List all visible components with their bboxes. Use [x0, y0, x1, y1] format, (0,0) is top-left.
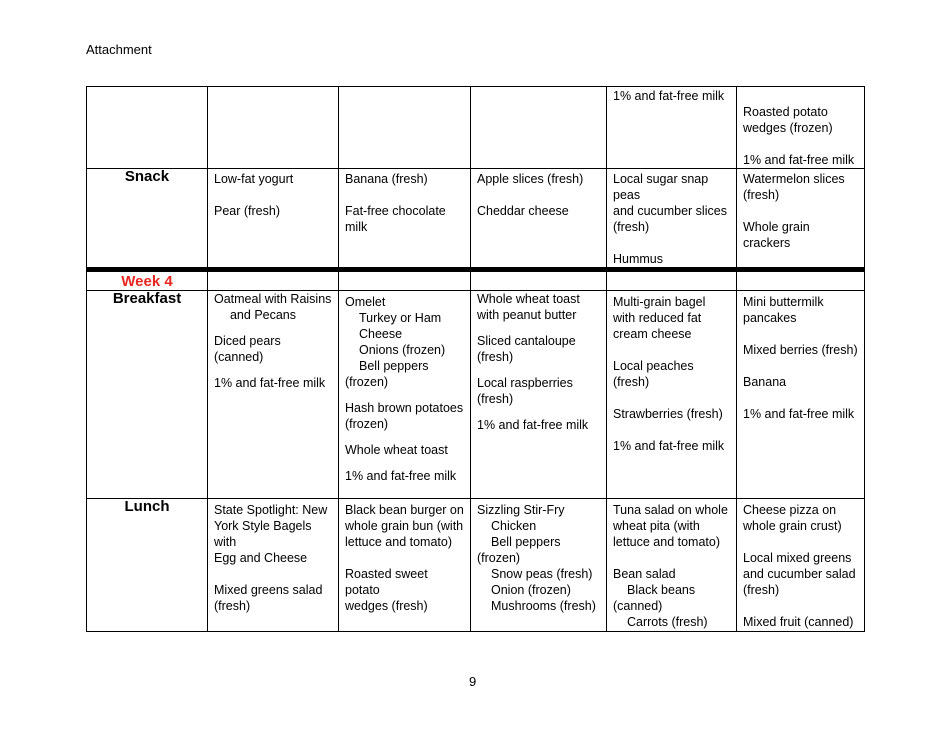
menu-item: Cheese	[359, 327, 403, 341]
menu-item: Onion (frozen)	[491, 583, 571, 597]
menu-item: Pear (fresh)	[214, 204, 280, 218]
menu-item: Roasted sweet potato	[345, 567, 428, 597]
menu-item: (fresh)	[613, 220, 650, 234]
menu-cell	[607, 499, 737, 632]
table-row	[87, 291, 865, 499]
menu-item: (frozen)	[345, 417, 389, 431]
menu-item: Whole grain crackers	[743, 220, 810, 250]
menu-item: Roasted potato	[743, 105, 828, 119]
menu-item: with reduced fat	[613, 311, 702, 325]
menu-item: with peanut butter	[477, 308, 577, 322]
menu-item: Black beans	[627, 583, 696, 597]
menu-item: (fresh)	[743, 188, 780, 202]
menu-item: Mixed greens salad	[214, 583, 323, 597]
menu-cell	[208, 87, 339, 169]
menu-item: 1% and fat-free milk	[613, 439, 725, 453]
menu-item: Turkey or Ham	[359, 311, 442, 325]
menu-item: 1% and fat-free milk	[743, 407, 855, 421]
menu-item: Whole wheat toast	[345, 443, 448, 457]
menu-item: 1% and fat-free milk	[743, 153, 855, 167]
menu-item: milk	[345, 220, 368, 234]
menu-item: Apple slices (fresh)	[477, 172, 584, 186]
menu-item: State Spotlight: New	[214, 503, 328, 517]
menu-item: Omelet	[345, 295, 386, 309]
menu-item: lettuce and tomato)	[613, 535, 721, 549]
meal-label: Breakfast	[87, 291, 208, 499]
page-number: 9	[469, 674, 477, 689]
menu-cell	[208, 291, 339, 499]
menu-cell	[208, 270, 339, 291]
table-row	[87, 270, 865, 291]
menu-item: and Pecans	[229, 308, 297, 322]
menu-cell	[339, 499, 471, 632]
menu-item: pancakes	[743, 311, 797, 325]
menu-cell	[607, 169, 737, 270]
menu-table	[86, 86, 865, 632]
menu-item: Sliced cantaloupe	[477, 334, 576, 348]
menu-item: Mixed fruit (canned)	[743, 615, 854, 629]
menu-cell	[607, 87, 737, 169]
menu-cell	[339, 87, 471, 169]
menu-item: Carrots (fresh)	[627, 615, 708, 629]
menu-item: (fresh)	[477, 350, 514, 364]
menu-cell	[339, 169, 471, 270]
menu-item: wedges (fresh)	[345, 599, 428, 613]
menu-item: Bean salad	[613, 567, 676, 581]
table-row	[87, 169, 865, 270]
menu-item: Watermelon slices	[743, 172, 845, 186]
menu-cell	[471, 499, 607, 632]
menu-cell	[208, 499, 339, 632]
menu-cell	[339, 291, 471, 499]
menu-item: Local sugar snap peas	[613, 172, 709, 202]
menu-cell	[737, 169, 865, 270]
menu-item: wheat pita (with	[613, 519, 700, 533]
menu-item: 1% and fat-free milk	[214, 376, 326, 390]
menu-cell	[471, 87, 607, 169]
menu-item: Cheese pizza on	[743, 503, 837, 517]
menu-item: Local raspberries	[477, 376, 573, 390]
menu-item: Whole wheat toast	[477, 292, 580, 306]
menu-item: Tuna salad on whole	[613, 503, 728, 517]
page-header: Attachment	[86, 42, 152, 57]
menu-cell	[737, 291, 865, 499]
menu-item: Banana (fresh)	[345, 172, 428, 186]
menu-item: Banana	[743, 375, 787, 389]
menu-item: cream cheese	[613, 327, 692, 341]
menu-item: and cucumber slices	[613, 204, 727, 218]
menu-item: Snow peas (fresh)	[491, 567, 593, 581]
menu-item: York Style Bagels with	[214, 519, 312, 549]
week-label: Week 4	[87, 270, 208, 291]
menu-cell	[737, 499, 865, 632]
menu-cell	[737, 87, 865, 169]
menu-cell	[471, 291, 607, 499]
menu-item: Local mixed greens	[743, 551, 852, 565]
menu-item: and cucumber salad	[743, 567, 856, 581]
menu-item: Diced pears (canned)	[214, 334, 281, 364]
menu-item: Chicken	[491, 519, 537, 533]
menu-item: Strawberries (fresh)	[613, 407, 723, 421]
menu-item: whole grain bun (with	[345, 519, 464, 533]
menu-item: (frozen)	[477, 551, 521, 565]
menu-cell	[471, 270, 607, 291]
menu-item: Low-fat yogurt	[214, 172, 294, 186]
menu-item: Black bean burger on	[345, 503, 464, 517]
menu-item: (canned)	[613, 599, 663, 613]
table-row	[87, 499, 865, 632]
menu-cell	[607, 270, 737, 291]
label-cell	[87, 87, 208, 169]
menu-cell	[339, 270, 471, 291]
menu-item: wedges (frozen)	[743, 121, 833, 135]
menu-item: Multi-grain bagel	[613, 295, 706, 309]
menu-item: Sizzling Stir-Fry	[477, 503, 565, 517]
menu-item: Local peaches (fresh)	[613, 359, 694, 389]
menu-item: Fat-free chocolate	[345, 204, 446, 218]
meal-label: Lunch	[87, 499, 208, 632]
menu-cell	[208, 169, 339, 270]
menu-item: (fresh)	[743, 583, 780, 597]
menu-item: Hummus	[613, 252, 664, 266]
menu-item: Egg and Cheese	[214, 551, 308, 565]
menu-item: Mixed berries (fresh)	[743, 343, 858, 357]
menu-item: (frozen)	[345, 375, 389, 389]
menu-cell	[607, 291, 737, 499]
menu-item: (fresh)	[477, 392, 514, 406]
menu-item: Mushrooms (fresh)	[491, 599, 596, 613]
menu-item: lettuce and tomato)	[345, 535, 453, 549]
menu-cell	[737, 270, 865, 291]
menu-item: (fresh)	[214, 599, 251, 613]
menu-item: Hash brown potatoes	[345, 401, 464, 415]
menu-item: Mini buttermilk	[743, 295, 824, 309]
menu-item: whole grain crust)	[743, 519, 842, 533]
menu-item: 1% and fat-free milk	[613, 89, 725, 103]
menu-item: Onions (frozen)	[359, 343, 446, 357]
table-row	[87, 87, 865, 169]
menu-item: Oatmeal with Raisins	[214, 292, 332, 306]
menu-item: 1% and fat-free milk	[477, 418, 589, 432]
menu-item: Bell peppers	[359, 359, 429, 373]
meal-label: Snack	[87, 169, 208, 270]
menu-item: Bell peppers	[491, 535, 561, 549]
menu-item: 1% and fat-free milk	[345, 469, 457, 483]
menu-item: Cheddar cheese	[477, 204, 569, 218]
menu-cell	[471, 169, 607, 270]
